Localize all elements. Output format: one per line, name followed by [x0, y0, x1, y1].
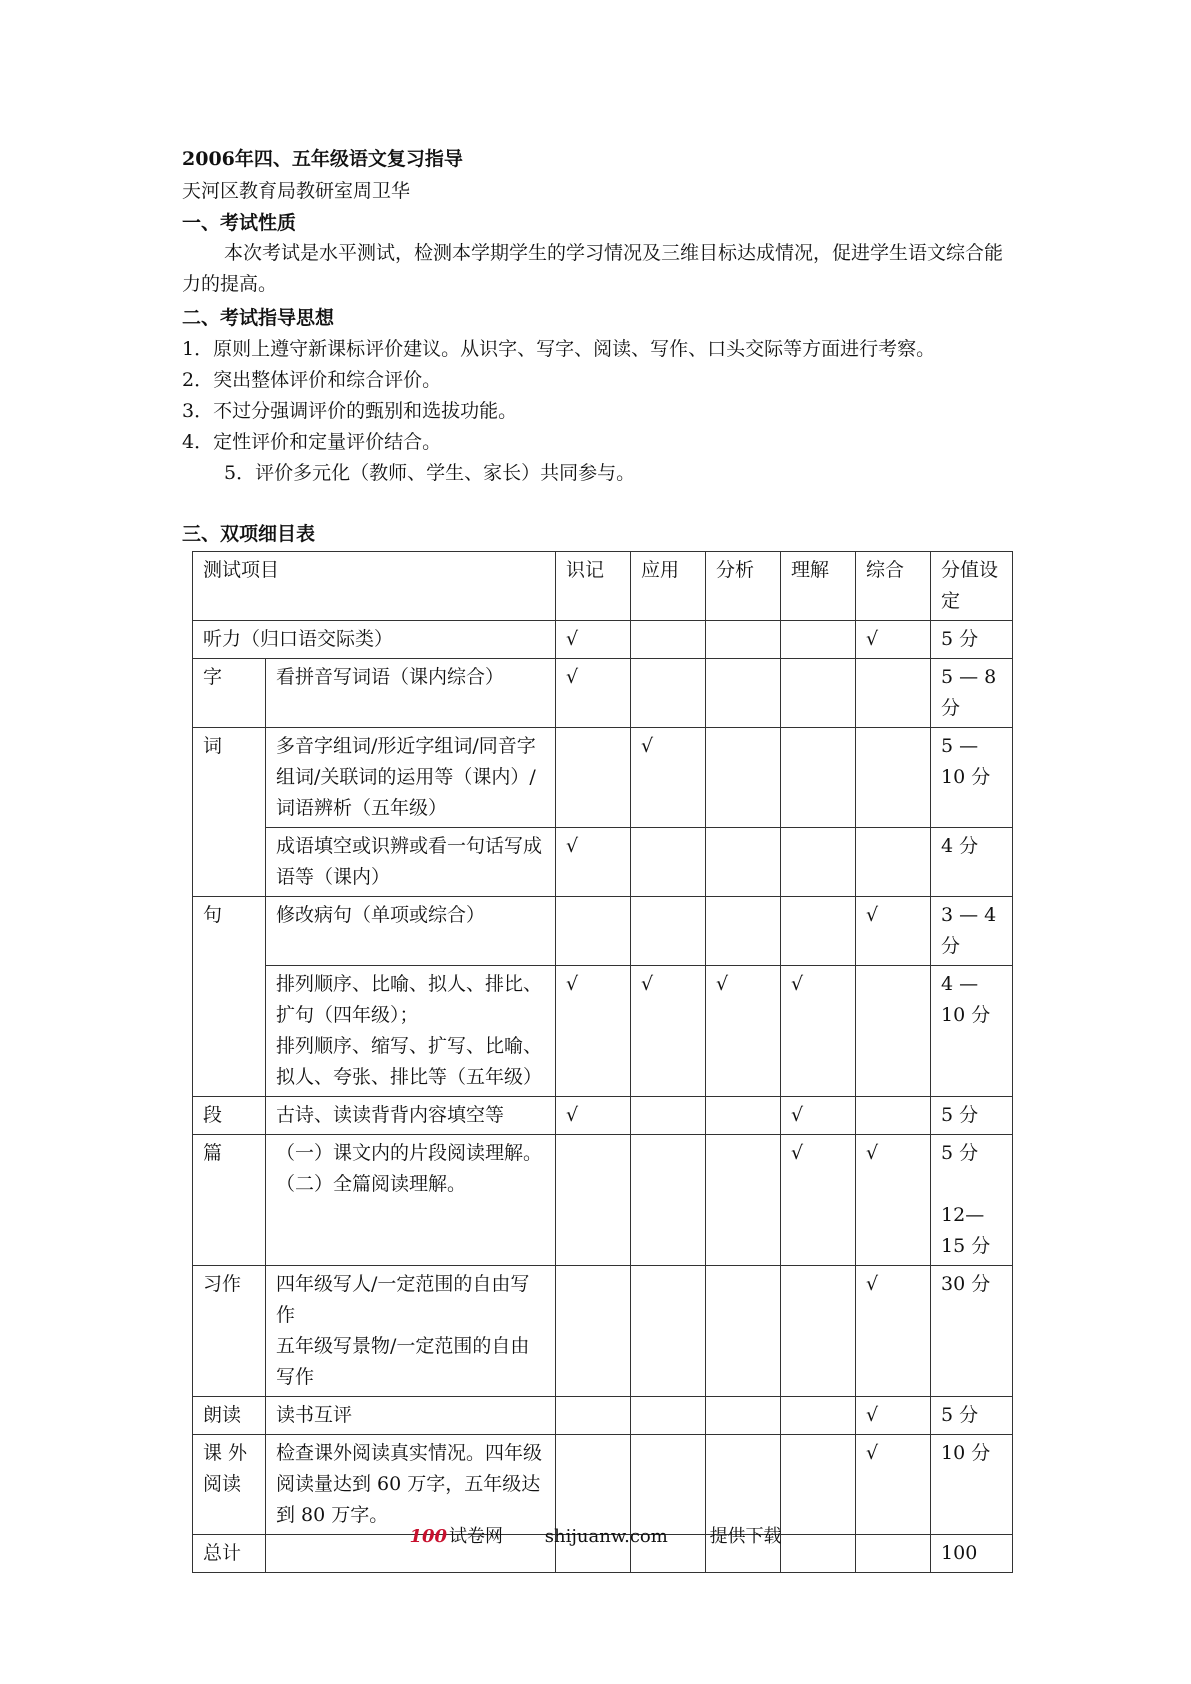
score-cell: 4 — 10 分	[931, 966, 1013, 1097]
site-logo-icon: 100	[409, 1526, 448, 1547]
score-cell: 30 分	[931, 1266, 1013, 1397]
header-test-item: 测试项目	[193, 552, 556, 621]
item-line: （一）课文内的片段阅读理解。	[276, 1142, 543, 1164]
item-cell: 读书互评	[266, 1397, 556, 1435]
item-cell: 多音字组词/形近字组词/同音字组词/关联词的运用等（课内）/词语辨析（五年级）	[266, 728, 556, 828]
table-row	[193, 728, 1013, 828]
score-line: 5 分	[941, 1142, 979, 1164]
category-cell: 段	[193, 1097, 266, 1135]
category-cell: 词	[193, 728, 266, 897]
table-row	[193, 1135, 1013, 1266]
check-mark: √	[556, 828, 631, 897]
table-row	[193, 621, 1013, 659]
category-cell: 篇	[193, 1135, 266, 1266]
table-header-row	[193, 552, 1013, 621]
guideline-item: 4．定性评价和定量评价结合。	[182, 431, 442, 453]
check-mark: √	[556, 1097, 631, 1135]
check-mark: √	[556, 621, 631, 659]
check-mark: √	[856, 897, 931, 966]
table-row	[193, 659, 1013, 728]
two-way-specification-table	[192, 551, 1013, 1573]
section3-heading: 三、双项细目表	[182, 523, 316, 545]
header-score: 分值设定	[931, 552, 1013, 621]
download-note: 提供下载	[709, 1526, 782, 1547]
guideline-item: 1．原则上遵守新课标评价建议。从识字、写字、阅读、写作、口头交际等方面进行考察。	[182, 338, 936, 360]
check-mark: √	[856, 1135, 931, 1266]
site-name: 试卷网	[449, 1526, 504, 1547]
guideline-item: 5．评价多元化（教师、学生、家长）共同参与。	[224, 462, 636, 484]
category-cell: 课 外 阅读	[193, 1435, 266, 1535]
doc-title: 2006年四、五年级语文复习指导	[182, 148, 463, 170]
score-cell: 5 分	[931, 621, 1013, 659]
item-cell: 检查课外阅读真实情况。四年级阅读量达到 60 万字，五年级达到 80 万字。	[266, 1435, 556, 1535]
score-cell: 4 分	[931, 828, 1013, 897]
header-memorize: 识记	[556, 552, 631, 621]
header-analyze: 分析	[706, 552, 781, 621]
item-line: 五年级写景物/一定范围的自由写作	[276, 1335, 530, 1388]
check-mark: √	[631, 728, 706, 828]
item-cell: 修改病句（单项或综合）	[266, 897, 556, 966]
check-mark: √	[631, 966, 706, 1097]
score-cell: 10 分	[931, 1435, 1013, 1535]
score-cell: 100	[931, 1535, 1013, 1573]
check-mark: √	[706, 966, 781, 1097]
doc-author: 天河区教育局教研室周卫华	[182, 180, 411, 202]
score-cell: 5 分	[931, 1397, 1013, 1435]
category-cell: 字	[193, 659, 266, 728]
item-line: 排列顺序、缩写、扩写、比喻、拟人、夸张、排比等（五年级）	[276, 1035, 543, 1088]
section1-body: 本次考试是水平测试，检测本学期学生的学习情况及三维目标达成情况，促进学生语文综合能力的提高。	[182, 242, 1004, 295]
item-cell: 古诗、读读背背内容填空等	[266, 1097, 556, 1135]
score-cell	[931, 1135, 1013, 1266]
check-mark: √	[556, 659, 631, 728]
page-footer	[0, 1525, 1191, 1549]
item-cell: 成语填空或识辨或看一句话写成语等（课内）	[266, 828, 556, 897]
item-line: 排列顺序、比喻、拟人、排比、扩句（四年级）；	[276, 973, 543, 1026]
row-label: 听力（归口语交际类）	[193, 621, 556, 659]
table-row	[193, 1266, 1013, 1397]
table-row	[193, 1435, 1013, 1535]
check-mark: √	[781, 1135, 856, 1266]
check-mark: √	[856, 1397, 931, 1435]
score-cell: 5 — 10 分	[931, 728, 1013, 828]
table-row	[193, 897, 1013, 966]
category-cell: 朗读	[193, 1397, 266, 1435]
item-cell	[266, 966, 556, 1097]
check-mark: √	[856, 1266, 931, 1397]
check-mark: √	[556, 966, 631, 1097]
item-cell	[266, 1266, 556, 1397]
guideline-item: 2．突出整体评价和综合评价。	[182, 369, 442, 391]
check-mark: √	[781, 966, 856, 1097]
category-cell: 习作	[193, 1266, 266, 1397]
item-line: （二）全篇阅读理解。	[276, 1173, 467, 1195]
score-cell: 5 — 8 分	[931, 659, 1013, 728]
table-row	[193, 1397, 1013, 1435]
check-mark: √	[856, 621, 931, 659]
score-cell: 5 分	[931, 1097, 1013, 1135]
category-cell: 句	[193, 897, 266, 1097]
table-row	[193, 966, 1013, 1097]
item-line: 四年级写人/一定范围的自由写作	[276, 1273, 530, 1326]
site-url[interactable]: shijuanw.com	[544, 1526, 668, 1547]
section2-heading: 二、考试指导思想	[182, 307, 335, 329]
check-mark: √	[856, 1435, 931, 1535]
header-apply: 应用	[631, 552, 706, 621]
header-comprehensive: 综合	[856, 552, 931, 621]
category-cell: 总计	[193, 1535, 266, 1573]
item-cell: 看拼音写词语（课内综合）	[266, 659, 556, 728]
item-cell	[266, 1135, 556, 1266]
table-row	[193, 1097, 1013, 1135]
table-row	[193, 828, 1013, 897]
section1-heading: 一、考试性质	[182, 212, 297, 234]
check-mark: √	[781, 1097, 856, 1135]
guideline-item: 3．不过分强调评价的甄别和选拔功能。	[182, 400, 518, 422]
score-cell: 3 — 4 分	[931, 897, 1013, 966]
header-understand: 理解	[781, 552, 856, 621]
score-line: 12—15 分	[941, 1204, 991, 1257]
